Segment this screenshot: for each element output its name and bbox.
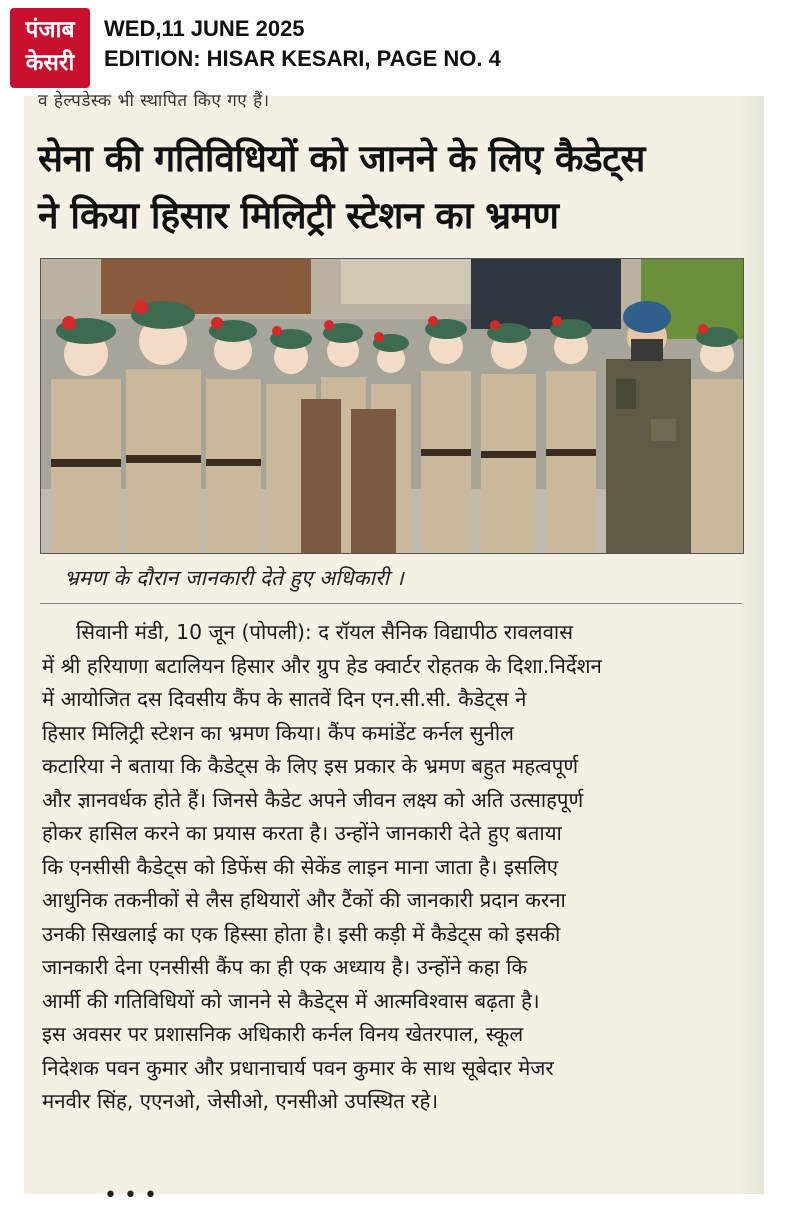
body-line: कटारिया ने बताया कि कैडेट्स के लिए इस प्रकार के भ्रमण बहुत महत्वपूर्ण (42, 754, 579, 778)
edition-date: WED,11 JUNE 2025 (104, 16, 305, 41)
body-line: हिसार मिलिट्री स्टेशन का भ्रमण किया। कैंप कमांडेंट कर्नल सुनील (42, 720, 514, 745)
edition-name: EDITION: HISAR KESARI, PAGE NO. 4 (104, 46, 501, 71)
article-headline (38, 130, 750, 244)
body-line: और ज्ञानवर्धक होते हैं। जिनसे कैडेट अपने जीवन लक्ष्य को अति उत्साहपूर्ण (42, 787, 584, 812)
cut-off-text-line: व हेल्पडेस्क भी स्थापित किए गए हैं। (38, 91, 270, 111)
news-photo (40, 258, 744, 554)
body-line: कि एनसीसी कैडेट्स को डिफेंस की सेकेंड लाइन माना जाता है। इसलिए (42, 854, 559, 879)
body-line: आधुनिक तकनीकों से लैस हथियारों और टैंकों की जानकारी प्रदान करना (42, 888, 566, 912)
cut-off-bottom-text: • • • (104, 1183, 157, 1208)
logo-line-2: केसरी (25, 50, 75, 76)
edition-info (104, 14, 501, 74)
article-body (42, 616, 742, 1119)
logo-line-1: पंजाब (25, 17, 75, 43)
body-line: मनवीर सिंह, एएनओ, जेसीओ, एनसीओ उपस्थित रहे। (42, 1089, 439, 1113)
body-line: होकर हासिल करने का प्रयास करता है। उन्होंने जानकारी देते हुए बताया (42, 821, 562, 845)
headline-line-1: सेना की गतिविधियों को जानने के लिए कैडेट्स (38, 137, 645, 180)
photo-caption: भ्रमण के दौरान जानकारी देते हुए अधिकारी । (64, 566, 404, 590)
headline-line-2: ने किया हिसार मिलिट्री स्टेशन का भ्रमण (38, 194, 559, 237)
punjab-kesari-logo (10, 8, 90, 88)
body-line: में श्री हरियाणा बटालियन हिसार और ग्रुप हेड क्वार्टर रोहतक के दिशा.निर्देशन (42, 653, 602, 678)
body-line: आर्मी की गतिविधियों को जानने से कैडेट्स में आत्मविश्वास बढ़ता है। (42, 988, 540, 1013)
body-line: जानकारी देना एनसीसी कैंप का ही एक अध्याय है। उन्होंने कहा कि (42, 955, 528, 979)
body-line: सिवानी मंडी, 10 जून (पोपली): द रॉयल सैनिक विद्यापीठ रावलवास (76, 620, 573, 644)
news-clipping (24, 91, 764, 1208)
body-line: उनकी सिखलाई का एक हिस्सा होता है। इसी कड़ी में कैडेट्स को इसकी (42, 921, 561, 946)
body-line: इस अवसर पर प्रशासनिक अधिकारी कर्नल विनय खेतरपाल, स्कूल (42, 1022, 524, 1046)
body-line: निदेशक पवन कुमार और प्रधानाचार्य पवन कुमार के साथ सूबेदार मेजर (42, 1055, 554, 1080)
cadets-photo-illustration (41, 259, 743, 553)
masthead-bar (0, 0, 800, 96)
body-line: में आयोजित दस दिवसीय कैंप के सातवें दिन एन.सी.सी. कैडेट्स ने (42, 687, 527, 711)
caption-divider (40, 603, 742, 604)
